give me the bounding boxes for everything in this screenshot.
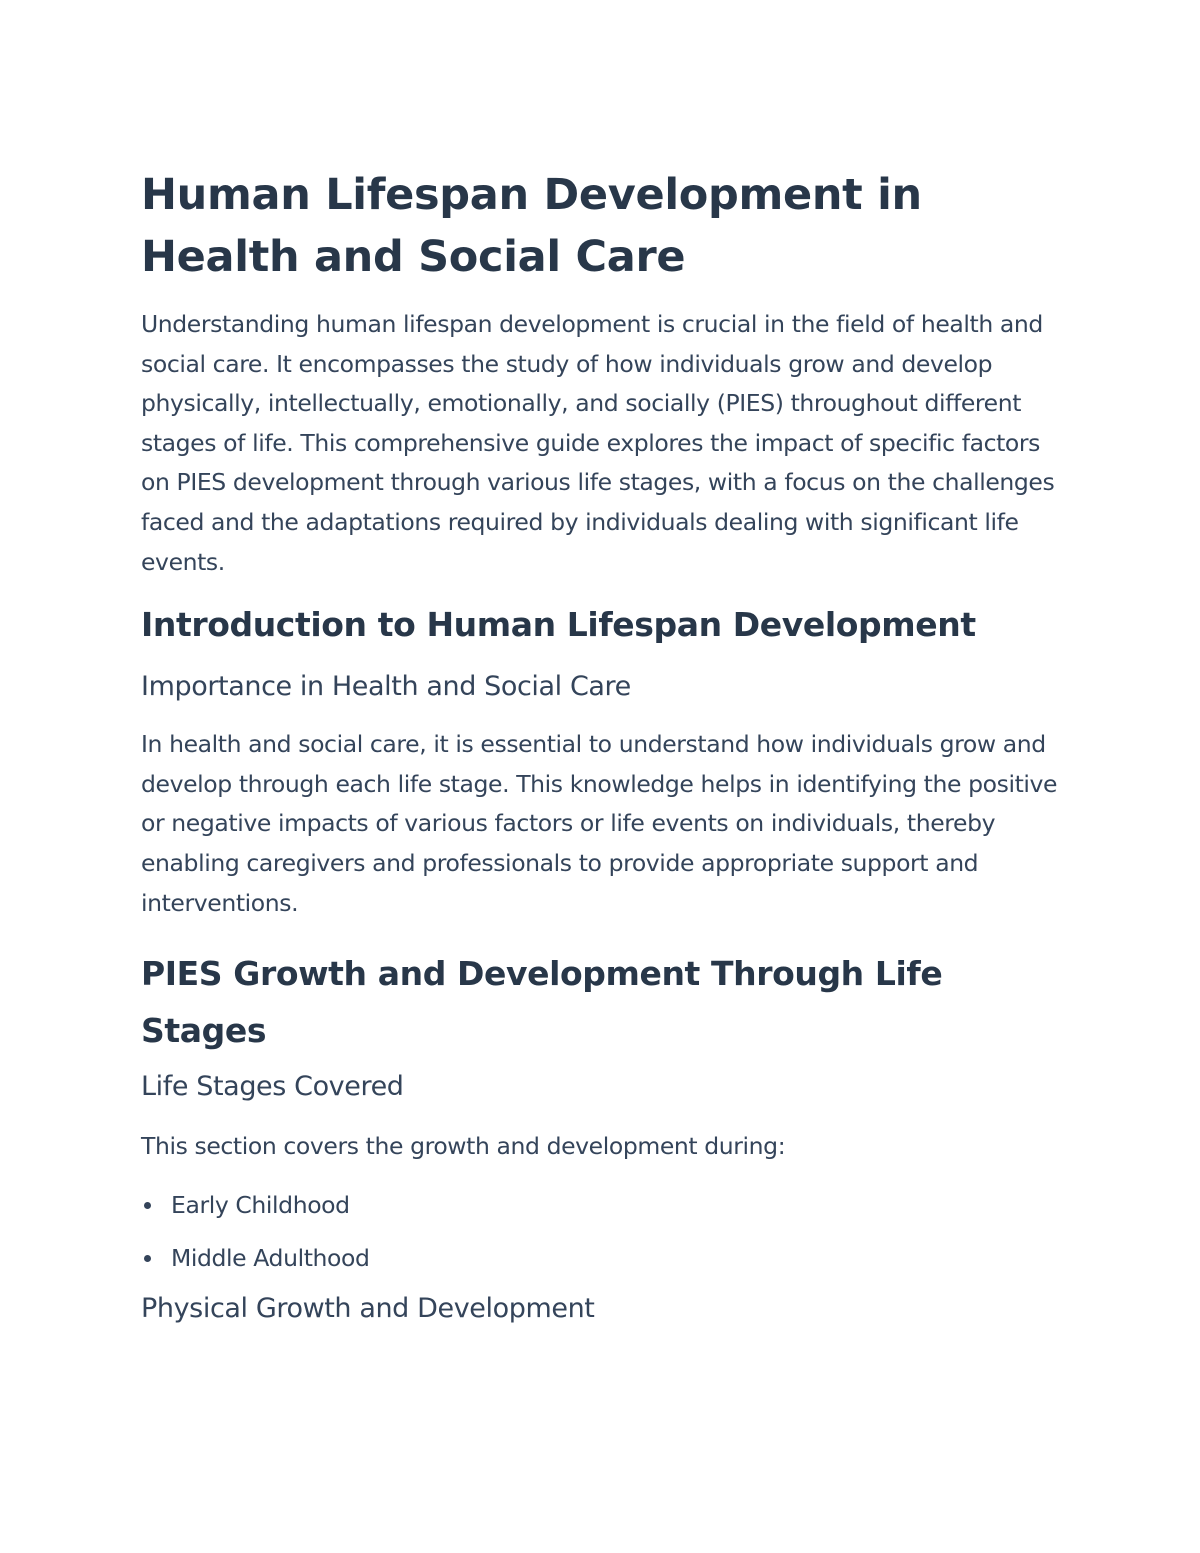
list-item-text: Middle Adulthood (171, 1243, 370, 1272)
list-item-text: Early Childhood (171, 1190, 350, 1219)
life-stages-list (141, 1179, 1061, 1285)
intro-paragraph: Understanding human lifespan development is crucial in the field of health and social care. It encompasses the study of how individuals grow and develop physically, intellectually, emotionally, and socially (PIES) throughout different stages of life. This comprehensive guide explores the impact of specific factors on PIES development through various life stages, with a focus on the challenges faced and the adaptations required by individuals dealing with significant life events. (141, 310, 1055, 576)
importance-paragraph: In health and social care, it is essential to understand how individuals grow and develop through each life stage. This knowledge helps in identifying the positive or negative impacts of various factors or life events on individuals, thereby enabling caregivers and professionals to provide appropriate support and interventions. (141, 730, 1058, 917)
bullet-icon (144, 1202, 151, 1209)
document-title: Human Lifespan Development in Health and Social Care (141, 170, 922, 282)
document-content (141, 164, 1061, 1329)
bullet-icon (144, 1255, 151, 1262)
subsection-heading-life-stages: Life Stages Covered (141, 1071, 404, 1103)
list-item (141, 1232, 1061, 1285)
life-stages-paragraph: This section covers the growth and development during: (141, 1132, 786, 1161)
list-item (141, 1179, 1061, 1232)
subsection-heading-physical: Physical Growth and Development (141, 1292, 595, 1324)
section-heading-pies: PIES Growth and Development Through Life Stages (141, 954, 943, 1051)
subsection-heading-importance: Importance in Health and Social Care (141, 671, 631, 703)
section-heading-introduction: Introduction to Human Lifespan Development (141, 605, 976, 645)
